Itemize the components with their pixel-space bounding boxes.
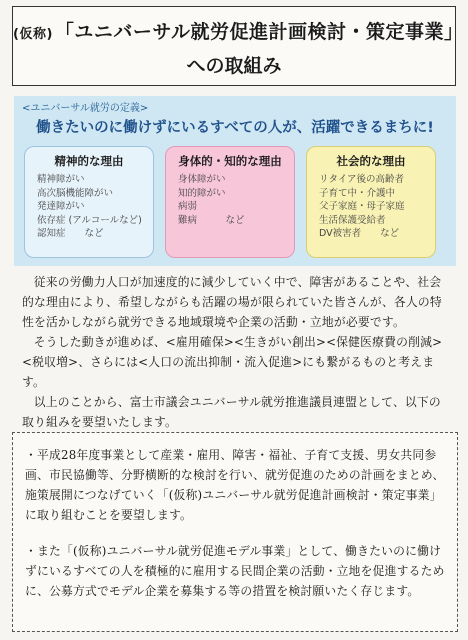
request-item: ・平成28年度事業として産業・雇用、障害・福祉、子育て支援、男女共同参画、市民協働等、分野横断的な検討を行い、就労促進のための計画をまとめ、施策展開につなげていく「(仮称)ユニバーサル就労促進計画検討・策定事業」に取り組むことを要望します。 <box>25 448 445 522</box>
category-item: 高次脳機能障がい <box>37 187 114 199</box>
category-item: 難病 など <box>178 214 245 226</box>
title-main: 「ユニバーサル就労促進計画検討・策定事業」 <box>54 21 464 43</box>
category-item: 父子家庭・母子家庭 <box>319 201 405 212</box>
body-paragraph: 従来の労働力人口が加速度的に減少していく中で、障害があることや、社会的な理由により、希望しながらも活躍の場が限られていた皆さんが、各人の特性を活かしながら就労できる地域環境や企業の活動・立地が必要です。 <box>22 275 442 329</box>
category-item: 知的障がい <box>178 187 226 199</box>
body-text <box>22 272 452 432</box>
request-box <box>12 432 458 632</box>
category-item: 発達障がい <box>37 201 85 212</box>
category-title: 精神的な理由 <box>54 154 124 168</box>
category-item: 認知症 など <box>37 228 104 239</box>
category-physical <box>165 146 295 258</box>
body-paragraph: 以上のことから、富士市議会ユニバーサル就労推進議員連盟として、以下の取り組みを要望いたします。 <box>22 395 441 429</box>
title-line-2: への取組み <box>186 55 282 77</box>
category-item: リタイア後の高齢者 <box>319 174 405 185</box>
body-paragraph: そうした動きが進めば、<雇用確保><生きがい創出><保健医療費の削減><税収増>、さらには<人口の流出抑制・流入促進>にも繋がるものと考えます。 <box>22 335 443 389</box>
category-item: 生活保護受給者 <box>319 214 386 226</box>
definition-panel <box>14 96 456 266</box>
title-prefix: (仮称) <box>13 27 53 42</box>
category-title: 社会的な理由 <box>336 154 406 168</box>
category-item: 子育て中・介護中 <box>319 187 396 199</box>
category-social <box>306 146 436 258</box>
definition-headline: 働きたいのに働けずにいるすべての人が、活躍できるまちに! <box>36 120 434 136</box>
category-item: 病弱 <box>178 201 198 212</box>
title-line-1 <box>13 17 464 44</box>
request-item: ・また「(仮称)ユニバーサル就労促進モデル事業」として、働きたいのに働けずにいるすべての人を積極的に雇用する民間企業の活動・立地を促進するために、公募方式でモデル企業を募集する等の措置を検討願いたく存じます。 <box>25 544 445 598</box>
category-item: 精神障がい <box>37 174 85 185</box>
category-mental <box>24 146 154 258</box>
category-title: 身体的・知的な理由 <box>178 154 282 168</box>
title-box <box>12 6 464 86</box>
definition-label: <ユニバーサル就労の定義> <box>22 103 149 114</box>
category-item: 身体障がい <box>178 174 226 185</box>
category-item: DV被害者 など <box>319 228 400 239</box>
category-item: 依存症 (アルコールなど) <box>37 214 142 226</box>
